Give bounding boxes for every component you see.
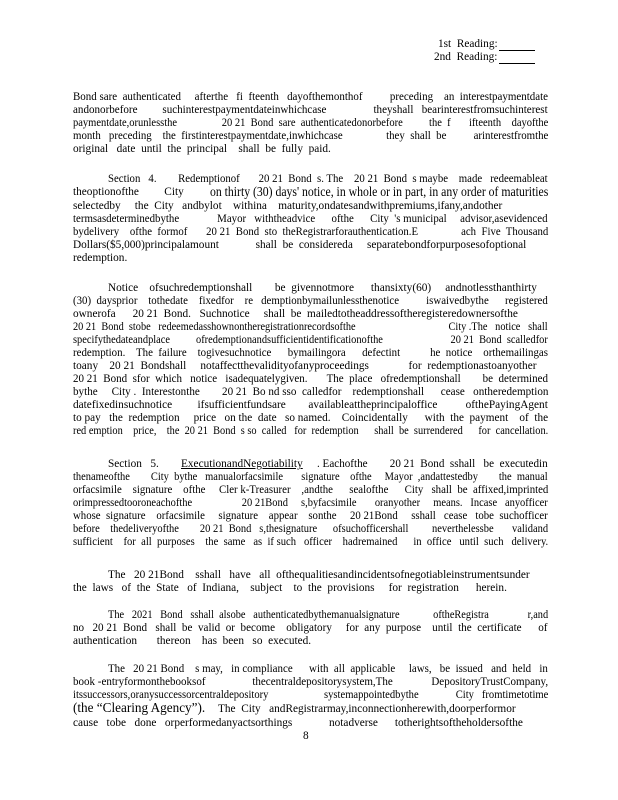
text-line: Notice ofsuchredemptionshall be givennotmore thansixty(60) andnotlessthanthirty [108,282,537,294]
text-line: 20 21 Bond sfor which notice isadequatelygiven. The place ofredemptionshall be determined [73,373,548,385]
text-line: . Eachofthe 20 21 Bond sshall be executedin [317,458,548,470]
text-line: ownerofa 20 21 Bond. Suchnotice shall be mailedtotheaddressoftheregisteredownersofthe [73,308,518,320]
text-line: The City andRegistrarmay,inconnectionherewith,doorperformor [218,703,516,715]
text-line: redemption. [73,252,128,264]
text-line: no 20 21 Bond shall be valid or become obligatory for any purpose until the certificate of [73,622,548,634]
text-line: bydelivery ofthe formof 20 21 Bond sto theRegistrarforauthentication.E ach Five Thousand [73,226,549,238]
text-line-large: (the “Clearing Agency”). [73,700,206,715]
text-line: cause tobe done orperformedanyactsorthings notadverse totherightsoftheholdersofthe [73,717,523,729]
text-line: toany 20 21 Bondshall notaffectthevalidityofanyproceedings for redemptionastoanyother [73,360,537,372]
text-line: The 2021 Bond sshall alsobe authenticatedbythemanualsignature oftheRegistra r,and [108,609,549,621]
text-line: itssuccessors,oranysuccessorcentraldepository systemappointedbythe City fromtimetotime [73,689,549,701]
text-line-large: on thirty (30) days' notice, in whole or in part, in any order of maturities [210,184,549,199]
text-line: Bond sare authenticated afterthe fi fteenth dayofthemonthof preceding an interestpaymentdate [73,91,549,103]
text-line: The 20 21 Bond s may, in compliance with all applicable laws, be issued and held in [108,663,548,675]
text-line: theoptionofthe City [73,186,184,198]
text-line: whose signature orfacsimile signature appear sonthe 20 21Bond sshall cease tobe suchofficer [73,510,548,522]
text-line: original date until the principal shall be fully paid. [73,143,331,155]
text-line: bythe City . Interestonthe 20 21 Bo nd sso calledfor redemptionshall cease ontheredemption [73,386,549,398]
text-line: book -entryformonthebooksof thecentraldepositorysystem,The DepositoryTrustCompany, [73,676,549,688]
text-line: termsasdeterminedbythe Mayor withtheadvice ofthe City 's municipal advisor,asevidenced [73,213,548,225]
text-line: The 20 21Bond sshall have all ofthequalitiesandincidentsofnegotiableinstrumentsunder [108,569,530,581]
first-reading-blank [499,38,535,51]
first-reading-label: 1st Reading: [438,38,498,50]
text-line: selectedby the City andbylot withina maturity,ondatesandwithpremiums,ifany,andother [73,200,503,212]
text-line: the laws of the State of Indiana, subject to the provisions for registration herein. [73,582,507,594]
text-line: authentication thereon has been so executed. [73,635,312,647]
text-line: orimpressedtooroneachofthe 20 21Bond s,byfacsimile oranyother means. Incase anyofficer [73,497,548,509]
text-line: month preceding the firstinterestpaymentdate,inwhichcase they shall be arinterestfromthe [73,130,549,142]
text-line: redemption. The failure togivesuchnotice bymailingora defectint he notice orthemailingas [73,347,548,359]
second-reading-blank [499,51,535,64]
text-line: paymentdate,orunlessthe 20 21 Bond sare authenticatedonorbefore the f ifteenth dayofthe [73,117,549,129]
text-line: (30) daysprior tothedate fixedfor re demptionbymailunlessthenotice iswaivedbythe registered [73,295,548,307]
text-line: Section 4. Redemptionof 20 21 Bond s. The 20 21 Bond s maybe made redeemableat [108,173,548,185]
second-reading-label: 2nd Reading: [434,51,498,63]
text-line: to pay the redemption price on the date so named. Coincidentally with the payment of the [73,412,549,424]
text-line: Dollars($5,000)principalamount shall be considereda separatebondforpurposesofoptional [73,239,527,251]
text-line: andonorbefore suchinterestpaymentdateinwhichcase theyshall bearinterestfromsuchinterest [73,104,548,116]
text-line: thenameofthe City bythe manualorfacsimile signature ofthe Mayor ,andattestedby the manual [73,471,548,483]
text-line: before thedeliveryofthe 20 21 Bond s,thesignature ofsuchofficershall neverthelessbe validand [73,523,549,535]
section-label: Section 5. [108,458,159,470]
text-line: 20 21 Bond stobe redeemedasshownontheregistrationrecordsofthe City .The notice shall [73,321,548,333]
text-line: red emption price, the 20 21 Bond s so called for redemption shall be surrendered for cancellation. [73,425,549,437]
text-line: orfacsimile signature ofthe Cler k-Treasurer ,andthe sealofthe City shall be affixed,imprinted [73,484,549,496]
text-line: specifythedateandplace ofredemptionandsufficientidentificationofthe 20 21 Bond scalledfor [73,334,548,346]
page-number: 8 [303,730,309,742]
text-line: datefixedinsuchnotice ifsufficientfundsare availableattheprincipaloffice ofthePayingAgent [73,399,548,411]
section-title: ExecutionandNegotiability [181,458,303,470]
text-line: sufficient for all purposes the same as if such officer hadremained in office until such delivery. [73,536,549,548]
